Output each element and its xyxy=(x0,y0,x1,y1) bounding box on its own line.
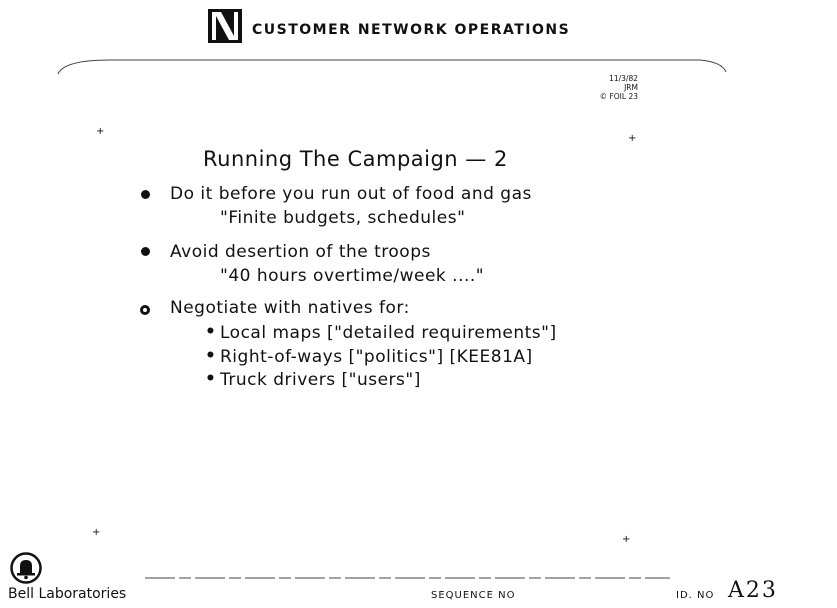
sub-bullet-icon: • xyxy=(205,369,216,389)
foil-info xyxy=(600,74,638,101)
id-label: ID. NO xyxy=(676,590,715,601)
bullet-text: Do it before you run out of food and gas xyxy=(170,184,532,204)
bullet-icon xyxy=(141,190,150,199)
list-item: Local maps ["detailed requirements"] xyxy=(220,323,557,343)
registration-mark: + xyxy=(628,133,637,144)
bullet-icon xyxy=(141,247,150,256)
sub-bullet-icon: • xyxy=(205,322,216,342)
registration-mark: + xyxy=(96,126,105,137)
bullet-icon xyxy=(140,305,150,315)
header-title: CUSTOMER NETWORK OPERATIONS xyxy=(252,22,571,38)
bullet-text: Negotiate with natives for: xyxy=(170,298,410,318)
bullet-text: Avoid desertion of the troops xyxy=(170,242,431,262)
list-item: Right-of-ways ["politics"] [KEE81A] xyxy=(220,347,533,367)
slide-title: Running The Campaign — 2 xyxy=(203,147,508,171)
foil-author: JRM xyxy=(624,83,638,92)
registration-mark: + xyxy=(92,527,101,538)
list-item: Truck drivers ["users"] xyxy=(220,370,421,390)
sequence-label: SEQUENCE NO xyxy=(431,590,516,601)
foil-date: 11/3/82 xyxy=(609,74,638,83)
registration-mark: + xyxy=(622,534,631,545)
foil-number: © FOIL 23 xyxy=(599,92,638,101)
id-value: A23 xyxy=(728,578,778,603)
network-logo-icon xyxy=(207,8,243,44)
bullet-subtext: "Finite budgets, schedules" xyxy=(220,208,466,228)
bell-logo-icon xyxy=(10,552,42,584)
company-name: Bell Laboratories xyxy=(8,586,127,602)
sub-bullet-icon: • xyxy=(205,346,216,366)
bullet-subtext: "40 hours overtime/week ...." xyxy=(220,266,485,286)
